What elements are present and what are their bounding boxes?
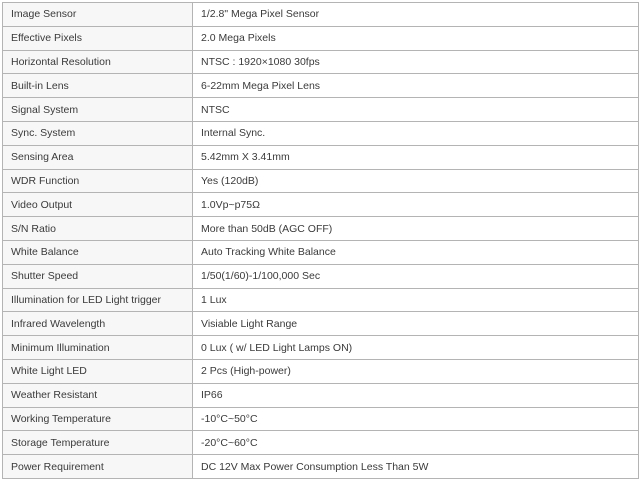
spec-value: DC 12V Max Power Consumption Less Than 5W	[193, 455, 639, 479]
table-row	[3, 288, 639, 312]
spec-value: IP66	[193, 383, 639, 407]
table-row	[3, 312, 639, 336]
spec-label: Working Temperature	[3, 407, 193, 431]
spec-label: Sync. System	[3, 121, 193, 145]
spec-label: Minimum Illumination	[3, 336, 193, 360]
spec-value: 5.42mm X 3.41mm	[193, 145, 639, 169]
spec-label: WDR Function	[3, 169, 193, 193]
spec-value: 0 Lux ( w/ LED Light Lamps ON)	[193, 336, 639, 360]
table-row	[3, 121, 639, 145]
spec-value: -20°C~60°C	[193, 431, 639, 455]
spec-label: Image Sensor	[3, 3, 193, 27]
spec-table	[2, 2, 639, 479]
table-row	[3, 217, 639, 241]
spec-value: 2 Pcs (High-power)	[193, 359, 639, 383]
spec-label: Storage Temperature	[3, 431, 193, 455]
spec-label: Built-in Lens	[3, 74, 193, 98]
spec-label: Weather Resistant	[3, 383, 193, 407]
table-row	[3, 3, 639, 27]
table-row	[3, 431, 639, 455]
spec-value: Auto Tracking White Balance	[193, 240, 639, 264]
spec-label: Horizontal Resolution	[3, 50, 193, 74]
spec-label: Shutter Speed	[3, 264, 193, 288]
spec-label: Illumination for LED Light trigger	[3, 288, 193, 312]
table-row	[3, 98, 639, 122]
table-row	[3, 264, 639, 288]
spec-value: 1/50(1/60)-1/100,000 Sec	[193, 264, 639, 288]
table-row	[3, 407, 639, 431]
spec-value: Yes (120dB)	[193, 169, 639, 193]
spec-label: S/N Ratio	[3, 217, 193, 241]
spec-label: Video Output	[3, 193, 193, 217]
spec-label: Sensing Area	[3, 145, 193, 169]
spec-label: Effective Pixels	[3, 26, 193, 50]
spec-table-body	[3, 3, 639, 479]
spec-value: NTSC	[193, 98, 639, 122]
spec-value: 1.0Vp~p75Ω	[193, 193, 639, 217]
table-row	[3, 359, 639, 383]
table-row	[3, 193, 639, 217]
spec-value: 2.0 Mega Pixels	[193, 26, 639, 50]
table-row	[3, 74, 639, 98]
table-row	[3, 336, 639, 360]
spec-label: Power Requirement	[3, 455, 193, 479]
table-row	[3, 455, 639, 479]
spec-label: White Balance	[3, 240, 193, 264]
table-row	[3, 145, 639, 169]
table-row	[3, 26, 639, 50]
spec-label: Signal System	[3, 98, 193, 122]
spec-value: Internal Sync.	[193, 121, 639, 145]
table-row	[3, 169, 639, 193]
table-row	[3, 240, 639, 264]
spec-value: More than 50dB (AGC OFF)	[193, 217, 639, 241]
spec-value: 1 Lux	[193, 288, 639, 312]
spec-value: 1/2.8" Mega Pixel Sensor	[193, 3, 639, 27]
spec-value: NTSC : 1920×1080 30fps	[193, 50, 639, 74]
spec-value: 6-22mm Mega Pixel Lens	[193, 74, 639, 98]
spec-label: Infrared Wavelength	[3, 312, 193, 336]
spec-value: -10°C~50°C	[193, 407, 639, 431]
spec-label: White Light LED	[3, 359, 193, 383]
table-row	[3, 50, 639, 74]
table-row	[3, 383, 639, 407]
spec-value: Visiable Light Range	[193, 312, 639, 336]
